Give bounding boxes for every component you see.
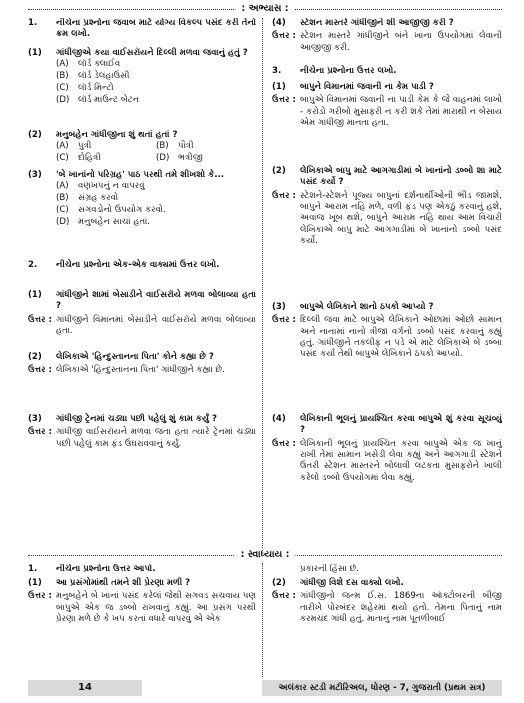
short-question-1	[28, 290, 256, 337]
option-letter: (D)	[56, 217, 70, 228]
option-letter: (C)	[56, 153, 69, 164]
answer-text: સ્ટેશને-સ્ટેશને પૂજ્ય બાપુનાં દર્શનાર્થીઓની ભીડ જામશે, બાપુને આરામ નહિ મળે, વળી ફંડ પણ એકઠું કરવાનું હશે, અવાજ ખૂબ થશે, બાપુને આરામ નહિ થાય આમ વિચારી લેખિકાએ બાપુ માટે આગગાડીમાં બે ખાનાંનો ડબ્બો પસંદ કર્યો.	[300, 190, 502, 247]
question-number: (2)	[28, 352, 42, 362]
answer-label: ઉત્તર :	[28, 591, 52, 602]
question-number: (3)	[272, 302, 286, 312]
option-text: લૉર્ડ માઉન્ટ બેટન	[78, 95, 140, 106]
answer	[28, 591, 256, 625]
option-text: પુત્રી	[78, 141, 92, 152]
answer-label: ઉત્તર :	[272, 31, 296, 42]
answer-text: સ્ટેશન માસ્તરે ગાંધીજીને બંને ખાના ઉપયોગમાં લેવાની આજીજી કરી.	[300, 31, 502, 53]
answer-text: પ્રકારની હિંસા છે.	[300, 564, 360, 574]
self-study-question-1-2	[272, 578, 502, 625]
option-letter: (A)	[56, 181, 69, 192]
answer-text: ગાંધીજીનો જન્મ ઈ.સ. 1869ના ઑક્ટોબરની બીજી તારીખે પોરબંદર શહેરમાં થયો હતો. તેમના પિતાનું નામ કરમચંદ ગાંધી હતું. માતાનું નામ પૂતળીબાઈ	[300, 591, 502, 625]
question-number: (3)	[28, 414, 42, 424]
answer-label: ઉત્તર :	[272, 438, 296, 449]
option-letter: (C)	[56, 83, 69, 94]
question-number: (4)	[272, 18, 286, 28]
mcq-2	[28, 130, 256, 165]
option-text: ભત્રીજી	[178, 153, 203, 164]
page-footer	[28, 680, 502, 697]
option-letter: (A)	[56, 59, 69, 70]
answer-label: ઉત્તર :	[272, 591, 296, 602]
answer	[28, 427, 256, 450]
option-text: લૉર્ડ ડેલહાઉસી	[78, 71, 130, 82]
mcq-1-options	[56, 59, 256, 107]
option-letter: (B)	[56, 193, 69, 204]
question-number: (1)	[28, 578, 42, 588]
long-question-4	[272, 414, 502, 484]
left-column	[28, 18, 256, 550]
answer-text: દિલ્લી જવા માટે બાપુએ લેખિકાને ઓછામાં ઓછો સામાન અને નાનામાં નાનો ત્રીજા વર્ગનો ડબ્બો પસંદ કરવાનું કહ્યું હતું. ગાંધીજીને તકલીફ ન પડે એ માટે લેખિકાએ બે ડબ્બા પસંદ કર્યા તેથી બાપુએ લેખિકાને ઠપકો આપ્યો.	[300, 315, 502, 360]
option-text: મનુબહેન સાચાં હતાં.	[78, 217, 151, 228]
answer	[272, 315, 502, 360]
answer	[28, 365, 256, 376]
question-text: સ્ટેશન માસ્તરે ગાંધીજીને શી આજીજી કરી ?	[300, 18, 454, 28]
column-separator-top	[262, 18, 263, 548]
question-text: ગાંધીજીને શામાં બેસાડીને વાઈસરૉયે મળવા બોલાવ્યા હતા ?	[56, 290, 256, 312]
question-text: નીચેના પ્રશ્નોના ઉત્તર લખો.	[300, 66, 397, 76]
option-letter: (B)	[56, 71, 69, 82]
long-question-3	[272, 302, 502, 361]
option-letter: (D)	[56, 95, 70, 106]
answer-label: ઉત્તર :	[272, 190, 296, 201]
long-question-1	[272, 82, 502, 129]
answer-label: ઉત્તર :	[272, 95, 296, 106]
option-text: પૌત્રી	[178, 141, 194, 152]
answer	[272, 95, 502, 129]
section-divider-exercise	[28, 3, 502, 15]
mcq-3	[28, 170, 256, 229]
question-number: (4)	[272, 414, 286, 424]
question-text: આ પ્રસંગોમાંથી તમને શી પ્રેરણા મળી ?	[56, 578, 191, 588]
option-letter: (D)	[156, 153, 170, 164]
continued-answer	[272, 564, 502, 575]
option-text: દોહિત્રી	[78, 153, 101, 164]
short-question-4	[272, 18, 502, 54]
section-divider-self-study	[28, 549, 502, 561]
answer-label: ઉત્તર :	[28, 314, 52, 325]
answer-text: લેખિકાની ભૂલનું પ્રાયશ્ચિત કરવા બાપુએ એક જ ખાનું રાખી તેમાં સામાન ખસેડી લેવા કહ્યું અને આગગાડી સ્ટેશને ઉતરી સ્ટેશન માસ્તરને બોલાવી લટકતા મુસાફરોને ખાલી કરેલો ડબ્બો ઉપયોગમાં લેવા કહ્યું.	[300, 438, 502, 483]
question-text: ગાંધીજીએ કયા વાઈસરૉયને દિલ્લી મળવા જવાનું હતું ?	[56, 48, 248, 58]
question-text: બાપુને વિમાનમાં જવાની ના કેમ પાડી ?	[300, 82, 434, 92]
answer	[272, 191, 502, 248]
question-number: (2)	[272, 578, 286, 588]
question-text: ગાંધીજી વિશે દસ વાક્યો લખો.	[300, 578, 404, 588]
self-study-question-1-1	[28, 578, 256, 625]
question-number: (1)	[28, 48, 42, 58]
question-text: નીચેના પ્રશ્નોના ઉત્તર આપો.	[56, 564, 156, 574]
question-text: લેખિકાએ બાપુ માટે આગગાડીમાં બે ખાનાંનો ડબ્બો શા માટે પસંદ કર્યો ?	[300, 166, 502, 188]
column-separator-bottom	[262, 563, 263, 677]
option-letter: (B)	[156, 141, 169, 152]
mcq-1	[28, 48, 256, 107]
question-text: લેખિકાની ભૂલનું પ્રાયશ્ચિત કરવા બાપુએ શું કરવા સૂચવ્યું ?	[300, 414, 502, 436]
question-number: 2.	[28, 260, 38, 270]
question-number: (2)	[28, 130, 42, 140]
question-1	[28, 18, 256, 41]
right-column	[272, 18, 502, 550]
question-text: 'બે ખાનાંનો પરિગ્રહ' પાઠ પરથી તમે શીખશો કે...	[56, 170, 224, 180]
option-text: વણખપનું ન વાપરવું	[78, 181, 145, 192]
option-letter: (C)	[56, 205, 69, 216]
long-question-2	[272, 166, 502, 247]
answer-text: લેખિકાએ 'હિન્દુસ્તાનના પિતા' ગાંધીજીને કહ્યા છે.	[56, 365, 225, 376]
answer-text: મનુબહેને બે ખાનાં પસંદ કરેલાં જેથી સગવડ સચવાય પણ બાપુએ એક જ ડબ્બો રાખવાનું કહ્યું. આ પ્રસંગ પરથી પ્રેરણા મળે છે કે ખપ કરતાં વધારે વાપરવું એ એક	[56, 591, 256, 625]
answer	[272, 591, 502, 625]
question-text: ગાંધીજી ટ્રેનમાં ચડ્યા પછી પહેલું શું કામ કર્યું ?	[56, 414, 217, 424]
bottom-right-column	[272, 564, 502, 678]
answer	[272, 439, 502, 484]
question-3	[272, 66, 502, 77]
question-text: લેખિકાએ 'હિન્દુસ્તાનના પિતા' કોને કહ્યા છે ?	[56, 352, 214, 362]
answer-label: ઉત્તર :	[28, 427, 52, 438]
answer-text: બાપુએ વિમાનમાં જવાની ના પાડી કેમ કે જે વાહનમાં લાખો - કરોડો ગરીબો મુસાફરી ન કરી શકે તેમાં મારાથી ન બેસાય એમ ગાંધીજી માનતા હતા.	[300, 95, 502, 129]
short-question-3	[28, 414, 256, 450]
option-text: સગવડોનો ઉપયોગ કરવો.	[78, 205, 166, 216]
answer	[272, 31, 502, 54]
bottom-left-column	[28, 564, 256, 678]
section-title-exercise: : અભ્યાસ :	[235, 3, 294, 15]
question-number: 3.	[272, 66, 282, 76]
question-number: (3)	[28, 170, 42, 180]
question-2	[28, 260, 256, 271]
question-number: (1)	[28, 290, 42, 300]
question-number: (1)	[272, 82, 286, 92]
question-number: 1.	[28, 18, 38, 28]
option-text: સંગ્રહ કરવો	[78, 193, 119, 204]
question-number: (2)	[272, 166, 286, 176]
answer-text: ગાંધીજીને વિમાનમાં બેસાડીને વાઈસરૉયે મળવા બોલાવ્યા હતા.	[56, 314, 256, 337]
section-title-self-study: : સ્વાધ્યાય :	[235, 549, 296, 561]
option-text: લૉર્ડ ક્લાઈવ	[78, 59, 121, 70]
answer-label: ઉત્તર :	[272, 315, 296, 326]
question-text: મનુબહેન ગાંધીજીના શું થતાં હતાં ?	[56, 130, 178, 140]
mcq-2-options	[56, 141, 256, 165]
question-text: નીચેના પ્રશ્નોના જવાબ માટે યોગ્ય વિકલ્પ પસંદ કરી તેનો ક્રમ લખો.	[56, 18, 256, 40]
question-number: 1.	[28, 564, 38, 574]
self-study-question-1	[28, 564, 256, 575]
book-title: અલંકાર સ્ટડી મટીરિઅલ, ધોરણ - 7, ગુજરાતી (પ્રથમ સત્ર)	[262, 680, 502, 696]
option-letter: (A)	[56, 141, 69, 152]
question-text: બાપુએ લેખિકાને શાનો ઠપકો આપ્યો ?	[300, 302, 434, 312]
option-text: લૉર્ડ મિન્ટો	[78, 83, 114, 94]
question-text: નીચેના પ્રશ્નોના એક-એક વાક્યમાં ઉત્તર લખો.	[56, 260, 220, 270]
mcq-3-options	[56, 181, 256, 229]
short-question-2	[28, 352, 256, 377]
answer-text: ગાંધીજી વાઈસરૉયને મળવા જતા હતા ત્યારે ટ્રેનમાં ચડ્યા પછી પહેલું કામ ફંડ ઉઘરાવવાનું કર્યું.	[56, 427, 256, 449]
page-number: 14	[28, 680, 142, 696]
answer	[28, 315, 256, 338]
answer-label: ઉત્તર :	[28, 365, 52, 376]
